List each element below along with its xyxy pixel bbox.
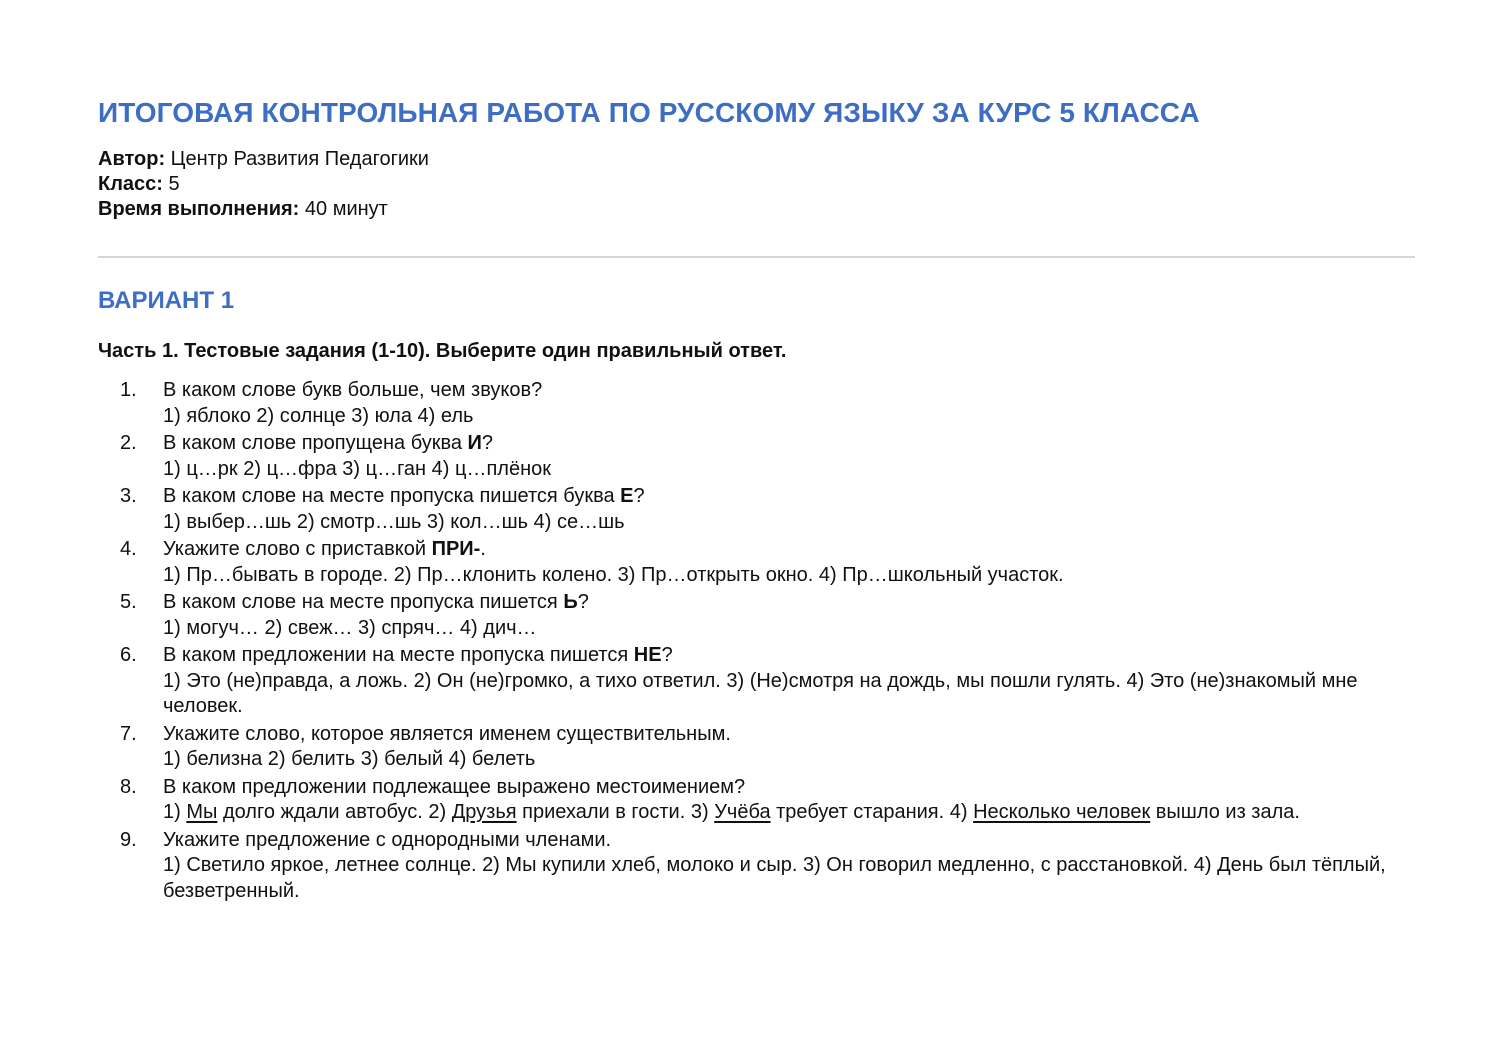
question-text-main: В каком слове букв больше, чем звуков?	[163, 379, 543, 401]
meta-author	[98, 147, 1413, 172]
answer-prefix: 2)	[428, 801, 452, 823]
part1-heading: Часть 1. Тестовые задания (1-10). Выберите один правильный ответ.	[98, 340, 787, 362]
question-number: 7.	[120, 722, 137, 745]
question-text	[163, 484, 1416, 510]
answer-options: 1) ц…рк 2) ц…фра 3) ц…ган 4) ц…плёнок	[163, 457, 551, 480]
question-number: 1.	[120, 379, 137, 401]
question-text-main: В каком слове на месте пропуска пишется буква	[163, 485, 621, 507]
question-item	[98, 537, 1416, 588]
meta-class-label: Класс:	[98, 173, 163, 195]
question-number: 2.	[120, 432, 137, 454]
meta-class	[98, 172, 1413, 197]
question-text	[163, 643, 1416, 669]
meta-time-value: 40 минут	[304, 198, 388, 220]
answer-suffix: приехали в гости.	[516, 801, 691, 823]
question-number: 9.	[120, 828, 137, 851]
answer-options: 1) яблоко 2) солнце 3) юла 4) ель	[163, 404, 474, 427]
answer-options	[163, 800, 1416, 826]
question-number: 6.	[120, 644, 137, 666]
answer-prefix: 1)	[163, 801, 187, 823]
question-text-tail: ?	[577, 591, 589, 613]
question-text-main: Укажите слово, которое является именем существительным.	[163, 722, 731, 745]
question-item	[98, 775, 1416, 826]
meta-block	[98, 147, 1413, 222]
question-key-letter: Е	[620, 485, 634, 507]
question-item	[98, 828, 1416, 905]
answer-options: 1) белизна 2) белить 3) белый 4) белеть	[163, 748, 536, 770]
section-divider	[98, 256, 1415, 258]
question-number: 3.	[120, 485, 137, 507]
question-number: 8.	[120, 775, 137, 798]
answer-options: 1) Это (не)правда, а ложь. 2) Он (не)громко, а тихо ответил. 3) (Не)смотря на дождь, мы пошли гулять. 4) Это (не)знакомый мне человек.	[163, 669, 1358, 717]
question-item	[98, 378, 1416, 429]
question-item	[98, 590, 1416, 641]
question-text	[163, 378, 1416, 404]
answer-underlined-subject: Учёба	[714, 801, 771, 823]
question-key-letter: И	[467, 432, 482, 454]
question-text	[163, 590, 1416, 616]
question-text-main: В каком слове пропущена буква	[163, 432, 468, 454]
answer-underlined-subject: Друзья	[451, 801, 517, 823]
meta-class-value: 5	[168, 173, 180, 195]
question-text	[163, 722, 1416, 748]
answer-underlined-subject: Мы	[186, 801, 218, 823]
question-list	[98, 378, 1416, 904]
answer-suffix: вышло из зала.	[1150, 801, 1300, 823]
question-text-main: В каком предложении подлежащее выражено местоимением?	[163, 775, 746, 798]
variant-heading: ВАРИАНТ 1	[98, 287, 235, 314]
answer-options: 1) Светило яркое, летнее солнце. 2) Мы купили хлеб, молоко и сыр. 3) Он говорил медленно, с расстановкой. 4) День был тёплый, безветренный.	[163, 854, 1386, 902]
question-text-main: Укажите слово с приставкой	[163, 538, 432, 560]
answer-options: 1) Пр…бывать в городе. 2) Пр…клонить колено. 3) Пр…открыть окно. 4) Пр…школьный участок.	[163, 563, 1064, 586]
answer-underlined-subject: Несколько человек	[973, 801, 1151, 823]
question-key-letter: НЕ	[633, 644, 662, 666]
question-number: 5.	[120, 591, 137, 613]
question-key-letter: ПРИ-	[431, 538, 481, 560]
question-item	[98, 722, 1416, 773]
meta-time-label: Время выполнения:	[98, 198, 300, 220]
answer-options: 1) выбер…шь 2) смотр…шь 3) кол…шь 4) се…шь	[163, 510, 625, 533]
question-text-main: В каком слове на месте пропуска пишется	[163, 591, 564, 613]
question-text-tail: ?	[633, 485, 645, 507]
meta-author-value: Центр Развития Педагогики	[170, 148, 429, 170]
question-text-main: В каком предложении на месте пропуска пишется	[163, 644, 634, 666]
meta-time	[98, 197, 1413, 222]
answer-suffix: долго ждали автобус.	[217, 801, 429, 823]
question-text	[163, 537, 1416, 563]
answer-options: 1) могуч… 2) свеж… 3) спряч… 4) дич…	[163, 616, 537, 639]
question-text-main: Укажите предложение с однородными членами.	[163, 828, 612, 851]
question-key-letter: Ь	[563, 591, 578, 613]
answer-prefix: 3)	[690, 801, 715, 823]
answer-prefix: 4)	[949, 801, 974, 823]
question-number: 4.	[120, 538, 137, 560]
question-text-tail: ?	[481, 432, 494, 454]
question-text	[163, 775, 1416, 801]
answer-suffix: требует старания.	[770, 801, 950, 823]
meta-author-label: Автор:	[98, 148, 166, 170]
question-text	[163, 431, 1416, 457]
question-text	[163, 828, 1416, 854]
document-title: ИТОГОВАЯ КОНТРОЛЬНАЯ РАБОТА ПО РУССКОМУ ЯЗЫКУ ЗА КУРС 5 КЛАССА	[98, 97, 1200, 128]
question-item	[98, 643, 1416, 720]
question-item	[98, 484, 1416, 535]
question-text-tail: .	[480, 538, 486, 560]
question-item	[98, 431, 1416, 482]
question-text-tail: ?	[661, 644, 673, 666]
